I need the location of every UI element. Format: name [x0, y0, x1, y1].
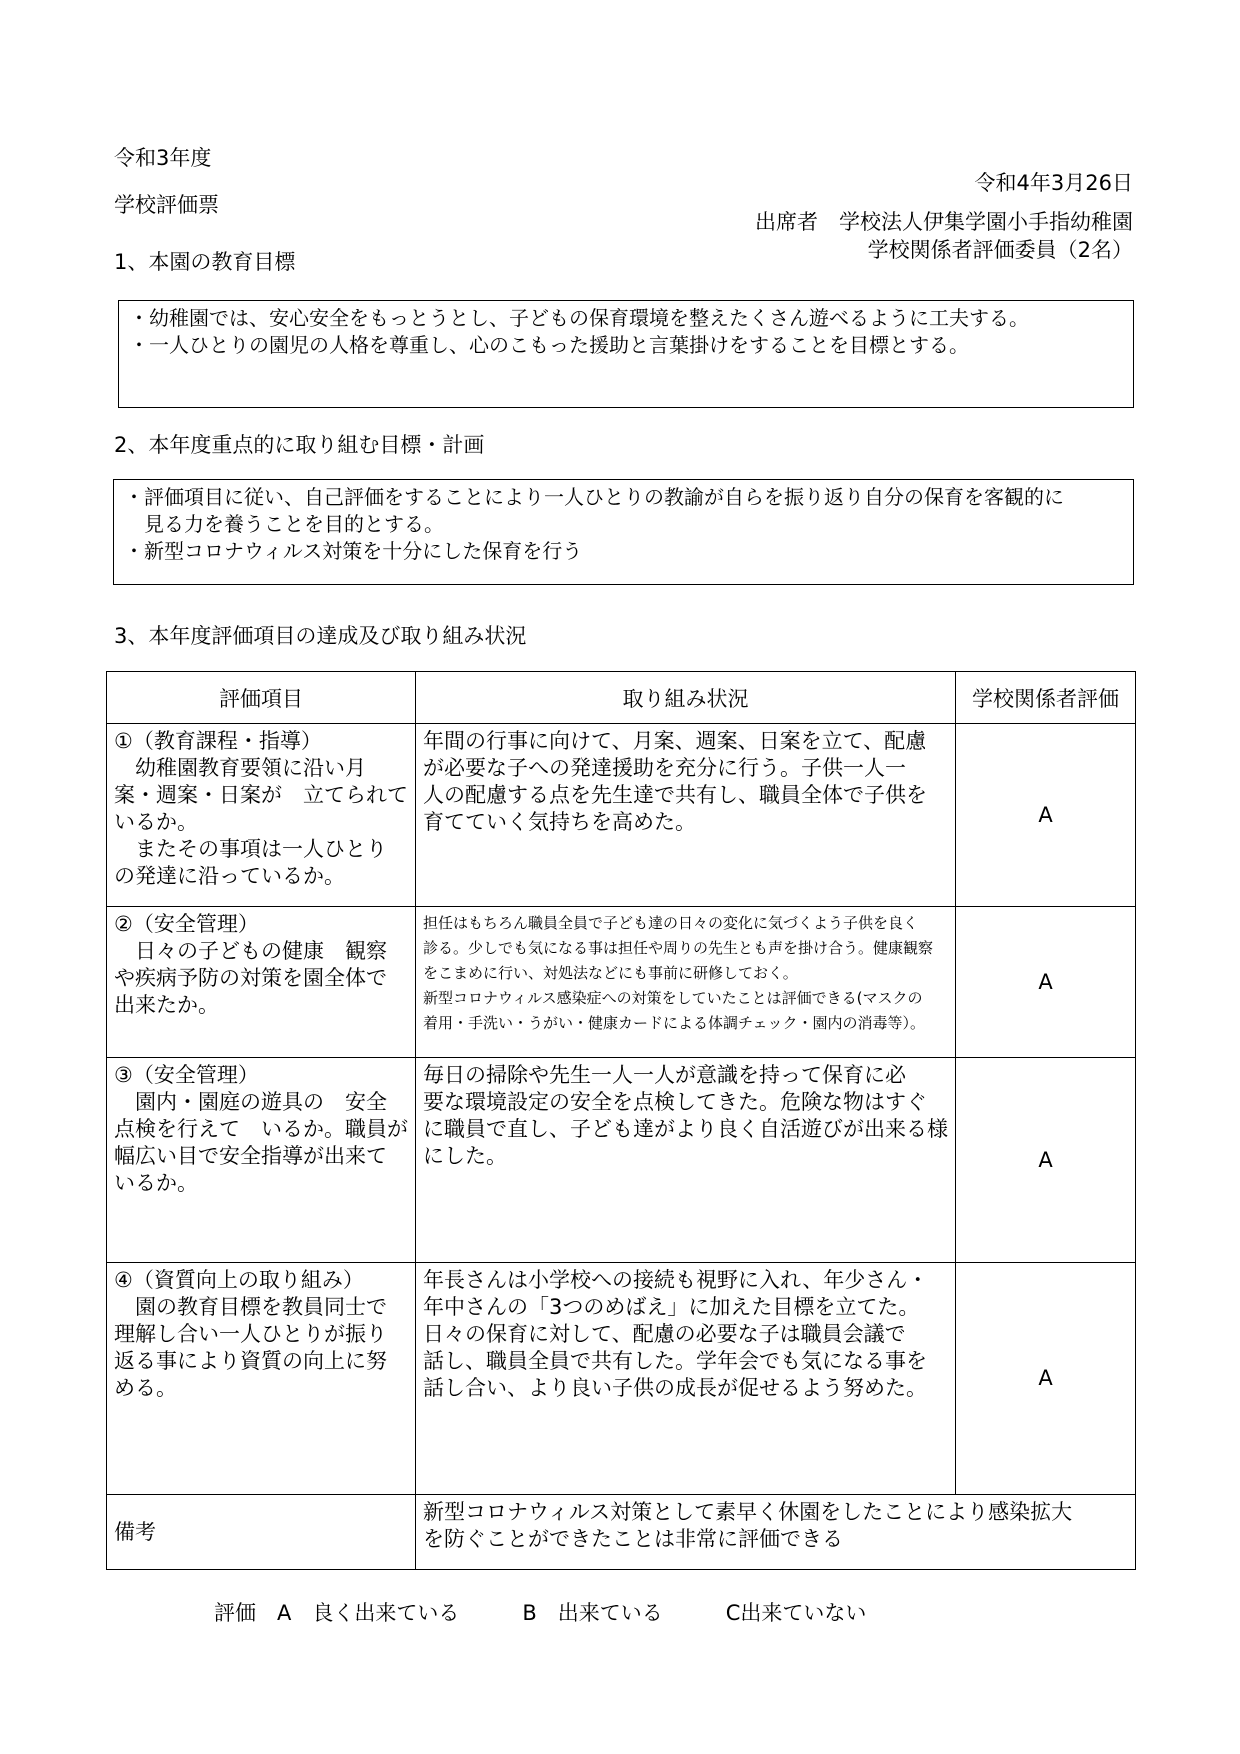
committee: 学校関係者評価委員（2名）: [867, 238, 1133, 262]
section3-heading: 3、本年度評価項目の達成及び取り組み状況: [114, 624, 527, 648]
grade-legend: 評価 A 良く出来ている B 出来ている C出来ていない: [214, 1601, 867, 1625]
grade-cell: A: [956, 1058, 1136, 1263]
table-row: [107, 907, 1136, 1058]
status-cell: 年長さんは小学校への接続も視野に入れ、年少さん・ 年中さんの「3つのめばえ」に加えた目標を立てた。 日々の保育に対して、配慮の必要な子は職員会議で 話し、職員全員で共有した。学年会でも気になる事を 話し合い、より良い子供の成長が促せるよう努めた。: [416, 1263, 956, 1495]
status-cell: 毎日の掃除や先生一人一人が意識を持って保育に必 要な環境設定の安全を点検してきた。危険な物はすぐ に職員で直し、子ども達がより良く自活遊びが出来る様 にした。: [416, 1058, 956, 1263]
remarks-text: 新型コロナウィルス対策として素早く休園をしたことにより感染拡大 を防ぐことができたことは非常に評価できる: [416, 1495, 1136, 1570]
table-header-row: [107, 672, 1136, 724]
table-row: [107, 1058, 1136, 1263]
item-cell: ①（教育課程・指導） 幼稚園教育要領に沿い月 案・週案・日案が 立てられて いるか。 またその事項は一人ひとり の発達に沿っているか。: [107, 724, 416, 907]
header-status: 取り組み状況: [416, 672, 956, 724]
evaluation-table: [106, 671, 1136, 1570]
fiscal-year: 令和3年度: [114, 146, 212, 170]
plan-line: ・評価項目に従い、自己評価をすることにより一人ひとりの教諭が自らを振り返り自分の保育を客観的に: [124, 485, 1064, 509]
header-item: 評価項目: [107, 672, 416, 724]
item-cell: ③（安全管理） 園内・園庭の遊具の 安全 点検を行えて いるか。職員が 幅広い目で安全指導が出来て いるか。: [107, 1058, 416, 1263]
goal-line: ・幼稚園では、安心安全をもっとうとし、子どもの保育環境を整えたくさん遊べるように工夫する。: [129, 306, 1029, 330]
grade-cell: A: [956, 907, 1136, 1058]
plan-line: 見る力を養うことを目的とする。: [124, 512, 444, 536]
status-cell: 担任はもちろん職員全員で子ども達の日々の変化に気づくよう子供を良く 診る。少しでも気になる事は担任や周りの先生とも声を掛け合う。健康観察 をこまめに行い、対処法などにも事前に研修しておく。 新型コロナウィルス感染症への対策をしていたことは評価できる(マスクの 着用・手洗い・うがい・健康カードによる体調チェック・園内の消毒等）。: [416, 907, 956, 1058]
document-title: 学校評価票: [114, 193, 219, 217]
date: 令和4年3月26日: [974, 171, 1133, 195]
goal-line: ・一人ひとりの園児の人格を尊重し、心のこもった援助と言葉掛けをすることを目標とする。: [129, 333, 969, 357]
remarks-label: 備考: [107, 1495, 416, 1570]
item-cell: ④（資質向上の取り組み） 園の教育目標を教員同士で 理解し合い一人ひとりが振り 返る事により資質の向上に努 める。: [107, 1263, 416, 1495]
section2-heading: 2、本年度重点的に取り組む目標・計画: [114, 433, 485, 457]
attendees: 出席者 学校法人伊集学園小手指幼稚園: [755, 210, 1133, 234]
table-row: [107, 1263, 1136, 1495]
grade-cell: A: [956, 724, 1136, 907]
item-cell: ②（安全管理） 日々の子どもの健康 観察 や疾病予防の対策を園全体で 出来たか。: [107, 907, 416, 1058]
education-goal-box: [118, 300, 1134, 408]
section1-heading: 1、本園の教育目標: [114, 250, 296, 274]
plan-line: ・新型コロナウィルス対策を十分にした保育を行う: [124, 539, 583, 563]
plan-box: [113, 479, 1134, 585]
grade-cell: A: [956, 1263, 1136, 1495]
remarks-row: [107, 1495, 1136, 1570]
table-row: [107, 724, 1136, 907]
status-cell: 年間の行事に向けて、月案、週案、日案を立て、配慮 が必要な子への発達援助を充分に行う。子供一人一 人の配慮する点を先生達で共有し、職員全体で子供を 育てていく気持ちを高めた。: [416, 724, 956, 907]
header-grade: 学校関係者評価: [956, 672, 1136, 724]
